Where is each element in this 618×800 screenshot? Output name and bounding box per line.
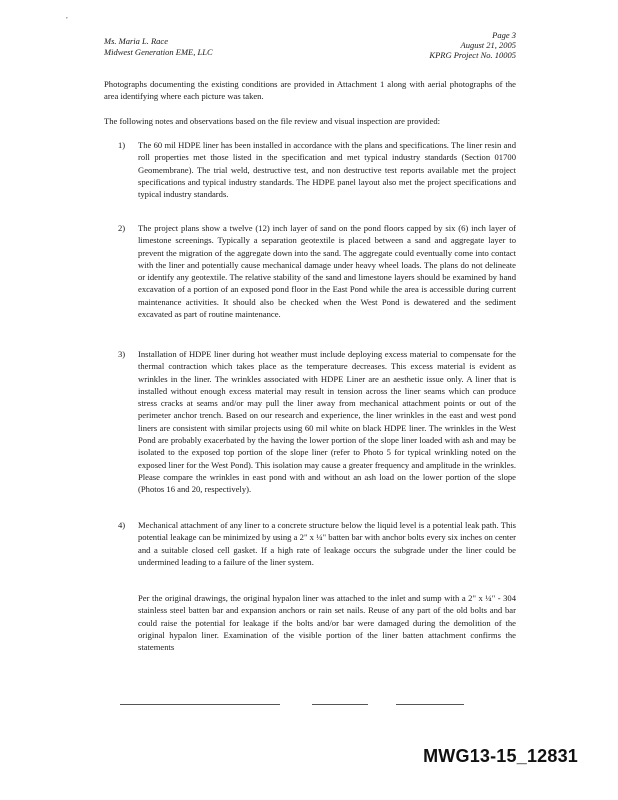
signature-line <box>396 704 464 705</box>
signature-line <box>120 704 280 705</box>
header-recipient <box>104 36 213 58</box>
final-paragraph: Per the original drawings, the original hypalon liner was attached to the inlet and sump with a 2" x ¼" - 304 stainless steel batten bar and expansion anchors or rain set nails. Reuse of any part of the old bolts and bar could raise the potential for leakage if the bolts and/or bar were damaged during the demolition of the original hypalon liner. Examination of the visible portion of the liner batten attachment confirms the statements <box>138 593 516 653</box>
list-item-text: Mechanical attachment of any liner to a concrete structure below the liquid level is a potential leak path. This potential leakage can be minimized by using a 2" x ¼" batten bar with anchor bolts every six inches on center and a suitable closed cell gasket. If a high rate of leakage occurs the subgrade under the liner could be undermined leading to a failure of the liner system. <box>138 520 516 567</box>
header-page-info <box>429 30 516 60</box>
recipient-name: Ms. Maria L. Race <box>104 36 168 46</box>
list-item-text: Installation of HDPE liner during hot weather must include deploying excess material to compensate for the thermal contraction which takes place as the temperature decreases. This excess material is evident as wrinkles in the liner. The wrinkles associated with HDPE Liner are an aesthetic issue only. A liner that is installed without enough excess material may result in tension across the liner seams which can produce stress cracks at seams and/or may pull the liner away from mechanical attachment points or out of the perimeter anchor trench. Based on our research and experience, the liner wrinkles in the east and west pond liners are consistent with similar projects using 60 mil white on black HDPE liner. The wrinkles in the West Pond are probably exacerbated by the having the lower portion of the slope liner loaded with ash and may be isolated to the exposed top portion of the slope liner (refer to Photo 5 for typical wrinkling noted on the exposed liner for the West Pond). This isolation may cause a greater frequency and amplitude in the wrinkles. Please compare the wrinkles in east pond with and without an ash load on the lower portion of the slope (Photos 16 and 20, respectively). <box>138 349 516 495</box>
notes-paragraph: The following notes and observations based on the file review and visual inspection are provided: <box>104 116 441 126</box>
list-item-number: 2) <box>118 223 126 233</box>
list-item-text: The 60 mil HDPE liner has been installed in accordance with the plans and specifications. The liner resin and roll properties met those listed in the specification and met typical industry standards (Section 01700 Geomembrane). The trial weld, destructive test, and non destructive test reports available met the project specifications and typical industry standards. The HDPE panel layout also met the project specifications and typical industry standards. <box>138 140 516 200</box>
list-item-number: 1) <box>118 140 126 150</box>
scan-speck: , <box>66 12 68 20</box>
project-number: KPRG Project No. 10005 <box>429 50 516 60</box>
list-item-text: The project plans show a twelve (12) inch layer of sand on the pond floors capped by six (6) inch layer of limestone screenings. Typically a separation geotextile is placed between a sand and aggregate layer to prevent the migration of the aggregate down into the sand. The aggregate could eventually come into contact with the liner and potentially cause mechanical damage under heavy wheel loads. The plans do not delineate or identify any geotextile. The relative stability of the sand and limestone layers should be examined by hand excavation of a portion of an exposed pond floor in the East Pond while the area is accessible during current maintenance activities. It should also be checked when the West Pond is dewatered and the sediment excavated as part of routine maintenance. <box>138 223 516 320</box>
photos-paragraph: Photographs documenting the existing conditions are provided in Attachment 1 along with aerial photographs of the area identifying where each picture was taken. <box>104 79 516 102</box>
document-id: MWG13-15_12831 <box>423 746 578 766</box>
list-item-number: 4) <box>118 520 126 530</box>
list-item-number: 3) <box>118 349 126 359</box>
recipient-company: Midwest Generation EME, LLC <box>104 47 213 57</box>
letter-date: August 21, 2005 <box>460 40 516 50</box>
signature-line <box>312 704 368 705</box>
page-number: Page 3 <box>492 30 516 40</box>
